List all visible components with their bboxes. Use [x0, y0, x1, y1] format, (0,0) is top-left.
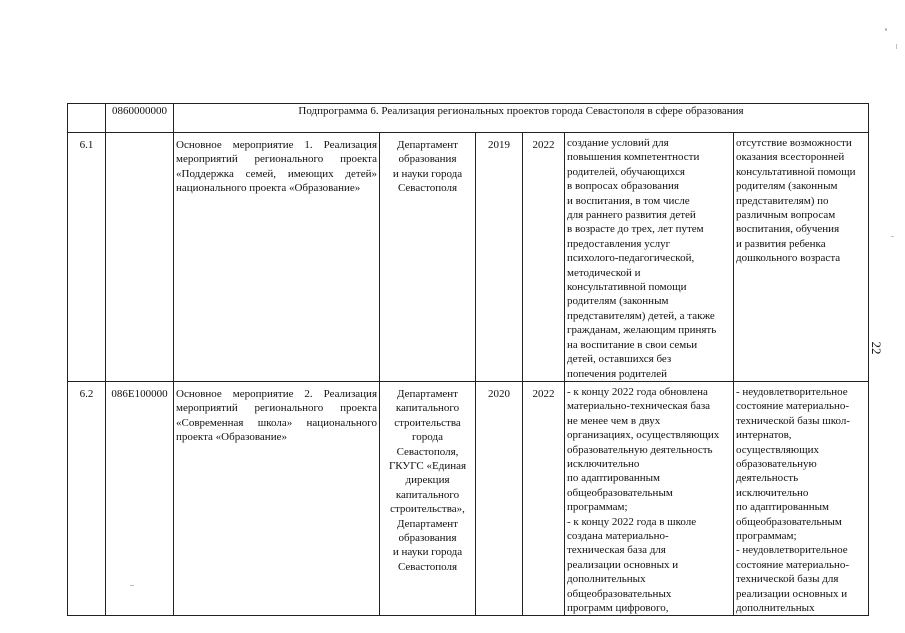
row-number: 6.2	[68, 381, 106, 616]
dept-line: и науки города	[392, 167, 463, 180]
result-line: консультативной помощи	[567, 281, 687, 294]
year-end: 2022	[523, 133, 565, 382]
non-implementation-consequence	[734, 133, 869, 382]
table-row	[68, 133, 869, 382]
header-num-cell	[68, 104, 106, 133]
consequence-line: технической базы школ-	[736, 414, 851, 427]
subprogram-title: Подпрограмма 6. Реализация региональных проектов города Севастополя в сфере образования	[174, 104, 869, 133]
result-line: детей, оставшихся без	[567, 353, 672, 366]
year-start: 2019	[476, 133, 523, 382]
dept-line: Департамент	[396, 517, 458, 530]
dept-line: образования	[398, 531, 457, 544]
responsible-department	[380, 381, 476, 616]
consequence-line: реализации основных и	[736, 587, 848, 600]
dept-line: Севастополя,	[396, 445, 459, 458]
result-line: попечения родителей	[567, 367, 667, 380]
scan-speck	[896, 44, 897, 49]
result-line: психолого-педагогической,	[567, 252, 695, 265]
dept-line: Департамент	[396, 139, 458, 151]
consequence-line: представителям) по	[736, 194, 829, 207]
result-line: создана материально-	[567, 529, 669, 542]
consequence-line: различным вопросам	[736, 209, 836, 222]
dept-line: Департамент	[396, 387, 458, 400]
result-line: программам;	[567, 501, 628, 514]
result-line: по адаптированным	[567, 472, 660, 485]
dept-line: Севастополя	[397, 182, 458, 195]
result-line: гражданам, желающим принять	[567, 324, 717, 337]
result-line: реализации основных и	[567, 558, 679, 571]
dept-line: Севастополя	[397, 560, 458, 573]
result-line: общеобразовательных	[567, 587, 672, 600]
table-row	[68, 381, 869, 616]
result-line: дополнительных	[567, 573, 646, 586]
dept-line: и науки города	[392, 546, 463, 559]
consequence-line: технической базы для	[736, 573, 839, 586]
result-line: материально-техническая база	[567, 400, 711, 413]
year-end: 2022	[523, 381, 565, 616]
responsible-department	[380, 133, 476, 382]
result-line: предоставления услуг	[567, 237, 671, 250]
consequence-line: - неудовлетворительное	[736, 544, 848, 557]
result-line: родителям (законным	[567, 295, 669, 308]
result-line: для раннего развития детей	[567, 209, 696, 222]
result-line: программ цифрового,	[567, 602, 669, 614]
consequence-line: общеобразовательным	[736, 515, 842, 528]
dept-line: образования	[398, 153, 457, 166]
consequence-line: осуществляющих	[736, 443, 819, 456]
dept-line: строительства	[394, 416, 461, 429]
result-line: в возрасте до трех, лет путем	[567, 223, 704, 236]
consequence-line: воспитания, обучения	[736, 223, 840, 236]
consequence-line: состояние материально-	[736, 558, 850, 571]
consequence-line: - неудовлетворительное	[736, 385, 848, 398]
result-line: повышения компетентности	[567, 151, 700, 164]
page-number: 22	[869, 341, 884, 355]
activity-title: Основное мероприятие 1. Реализация мероприятий регионального проекта «Поддержка семей, имеющих детей» национального проекта «Образование»	[174, 133, 380, 382]
result-line: организациях, осуществляющих	[567, 429, 720, 442]
dept-line: капитального	[395, 488, 460, 501]
result-line: и воспитания, в том числе	[567, 194, 690, 207]
consequence-line: деятельность	[736, 472, 799, 485]
program-table	[67, 103, 869, 616]
result-line: общеобразовательным	[567, 486, 673, 499]
dept-line: капитального	[395, 402, 460, 415]
row-code: 086E100000	[106, 381, 174, 616]
expected-result	[565, 133, 734, 382]
dept-line: ГКУГС «Единая	[388, 459, 467, 472]
consequence-line: родителям (законным	[736, 180, 838, 193]
result-line: на воспитание в свои семьи	[567, 338, 698, 351]
scan-speck	[130, 585, 134, 586]
consequence-line: консультативной помощи	[736, 165, 856, 178]
consequence-line: программам;	[736, 529, 797, 542]
consequence-line: отсутствие возможности	[736, 137, 852, 149]
row-number: 6.1	[68, 133, 106, 382]
consequence-line: состояние материально-	[736, 400, 850, 413]
consequence-line: оказания всесторонней	[736, 151, 845, 164]
result-line: - к концу 2022 года обновлена	[567, 385, 708, 398]
scan-speck	[885, 28, 887, 31]
result-line: методической и	[567, 266, 641, 279]
activity-title: Основное мероприятие 2. Реализация мероприятий регионального проекта «Современная школа» национального проекта «Образование»	[174, 381, 380, 616]
result-line: представителям) детей, а также	[567, 309, 715, 322]
consequence-line: интернатов,	[736, 429, 792, 442]
result-line: техническая база для	[567, 544, 666, 557]
consequence-line: по адаптированным	[736, 501, 829, 514]
subprogram-header-row	[68, 104, 869, 133]
result-line: создание условий для	[567, 137, 669, 149]
dept-line: города	[412, 431, 443, 444]
scan-speck	[891, 236, 894, 237]
expected-result	[565, 381, 734, 616]
result-line: родителей, обучающихся	[567, 165, 685, 178]
result-line: исключительно	[567, 457, 640, 470]
subprogram-code: 0860000000	[106, 104, 174, 133]
non-implementation-consequence	[734, 381, 869, 616]
result-line: - к концу 2022 года в школе	[567, 515, 697, 528]
consequence-line: дополнительных	[736, 602, 815, 614]
consequence-line: дошкольного возраста	[736, 252, 841, 265]
consequence-line: образовательную	[736, 457, 817, 470]
consequence-line: исключительно	[736, 486, 809, 499]
year-start: 2020	[476, 381, 523, 616]
row-code	[106, 133, 174, 382]
dept-line: строительства»,	[390, 503, 465, 516]
result-line: образовательную деятельность	[567, 443, 713, 456]
consequence-line: и развития ребенка	[736, 237, 826, 250]
dept-line: дирекция	[405, 474, 450, 487]
result-line: не менее чем в двух	[567, 414, 661, 427]
result-line: в вопросах образования	[567, 180, 679, 193]
